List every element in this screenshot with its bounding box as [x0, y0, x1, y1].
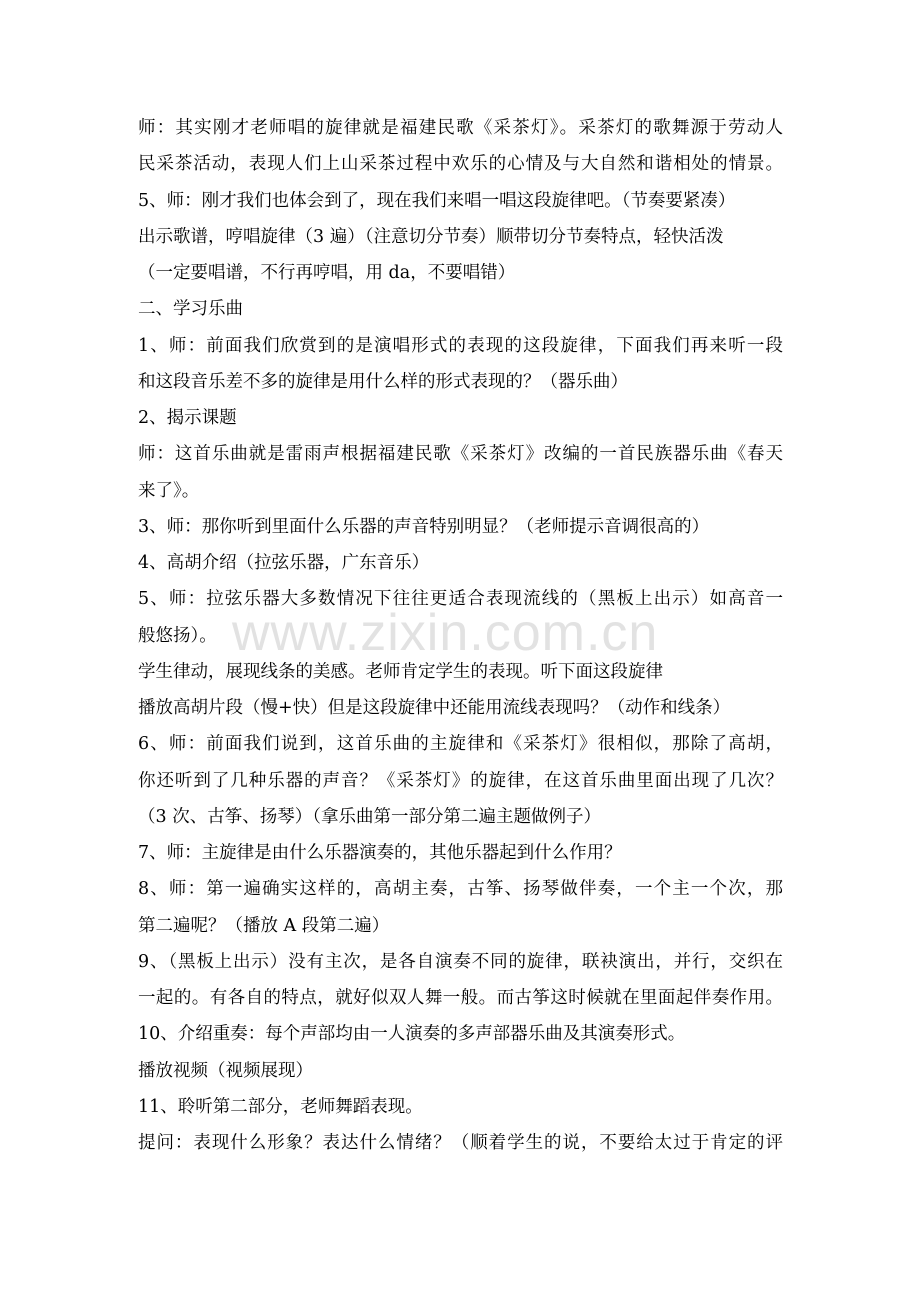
text-line: 民采茶活动，表现人们上山采茶过程中欢乐的心情及与大自然和谐相处的情景。 [138, 154, 783, 175]
text-line: 9、（黑板上出示）没有主次，是各自演奏不同的旋律，联袂演出，并行，交织在 [138, 951, 783, 972]
text-line: 4、高胡介绍（拉弦乐器，广东音乐） [138, 553, 430, 573]
text-line: 7、师：主旋律是由什么乐器演奏的，其他乐器起到什么作用？ [138, 843, 622, 863]
text-line: 11、聆听第二部分，老师舞蹈表现。 [138, 1096, 423, 1117]
text-line: 来了》。 [138, 480, 200, 501]
text-line: 师：其实刚才老师唱的旋律就是福建民歌《采茶灯》。采茶灯的歌舞源于劳动人 [138, 118, 783, 138]
section-heading: 二、学习乐曲 [138, 299, 243, 320]
text-line: 和这段音乐差不多的旋律是用什么样的形式表现的？（器乐曲） [138, 371, 628, 392]
text-line: （一定要唱谱，不行再哼唱，用 da，不要唱错） [138, 263, 516, 283]
text-line: 1、师：前面我们欣赏到的是演唱形式的表现的这段旋律，下面我们再来听一段 [138, 335, 783, 356]
text-line: 你还听到了几种乐器的声音？《采茶灯》的旋律，在这首乐曲里面出现了几次？ [138, 770, 783, 791]
text-line: 3、师：那你听到里面什么乐器的声音特别明显？（老师提示音调很高的） [138, 516, 710, 537]
text-line: 师：这首乐曲就是雷雨声根据福建民歌《采茶灯》改编的一首民族器乐曲《春天 [138, 444, 783, 465]
text-line: 第二遍呢？（播放 A 段第二遍） [138, 915, 390, 936]
text-line: 学生律动，展现线条的美感。老师肯定学生的表现。听下面这段旋律 [138, 661, 663, 682]
text-line: （3 次、古筝、扬琴）（拿乐曲第一部分第二遍主题做例子） [138, 806, 601, 827]
text-line: 提问：表现什么形象？表达什么情绪？（顺着学生的说，不要给太过于肯定的评 [138, 1133, 783, 1153]
document-body [138, 110, 783, 1161]
text-line: 般悠扬）。 [138, 625, 217, 646]
text-line: 出示歌谱，哼唱旋律（3 遍）（注意切分节奏）顺带切分节奏特点，轻快活泼 [138, 226, 724, 247]
watermark: www.zixin.com.cn [232, 604, 659, 662]
text-line: 5、师：拉弦乐器大多数情况下往往更适合表现流线的（黑板上出示）如高音一 [138, 589, 783, 610]
text-line: 播放视频（视频展现） [138, 1060, 313, 1081]
text-line: 2、揭示课题 [138, 408, 237, 428]
text-line: 8、师：第一遍确实这样的，高胡主奏，古筝、扬琴做伴奏，一个主一个次，那 [138, 879, 783, 900]
text-line: 播放高胡片段（慢+快）但是这段旋律中还能用流线表现吗？（动作和线条） [138, 698, 731, 718]
text-line: 5、师：刚才我们也体会到了，现在我们来唱一唱这段旋律吧。（节奏要紧凑） [138, 190, 736, 211]
text-line: 6、师：前面我们说到，这首乐曲的主旋律和《采茶灯》很相似，那除了高胡， [138, 734, 783, 755]
text-line: 一起的。有各自的特点，就好似双人舞一般。而古筝这时候就在里面起伴奏作用。 [138, 988, 783, 1008]
text-line: 10、介绍重奏：每个声部均由一人演奏的多声部器乐曲及其演奏形式。 [138, 1024, 686, 1045]
